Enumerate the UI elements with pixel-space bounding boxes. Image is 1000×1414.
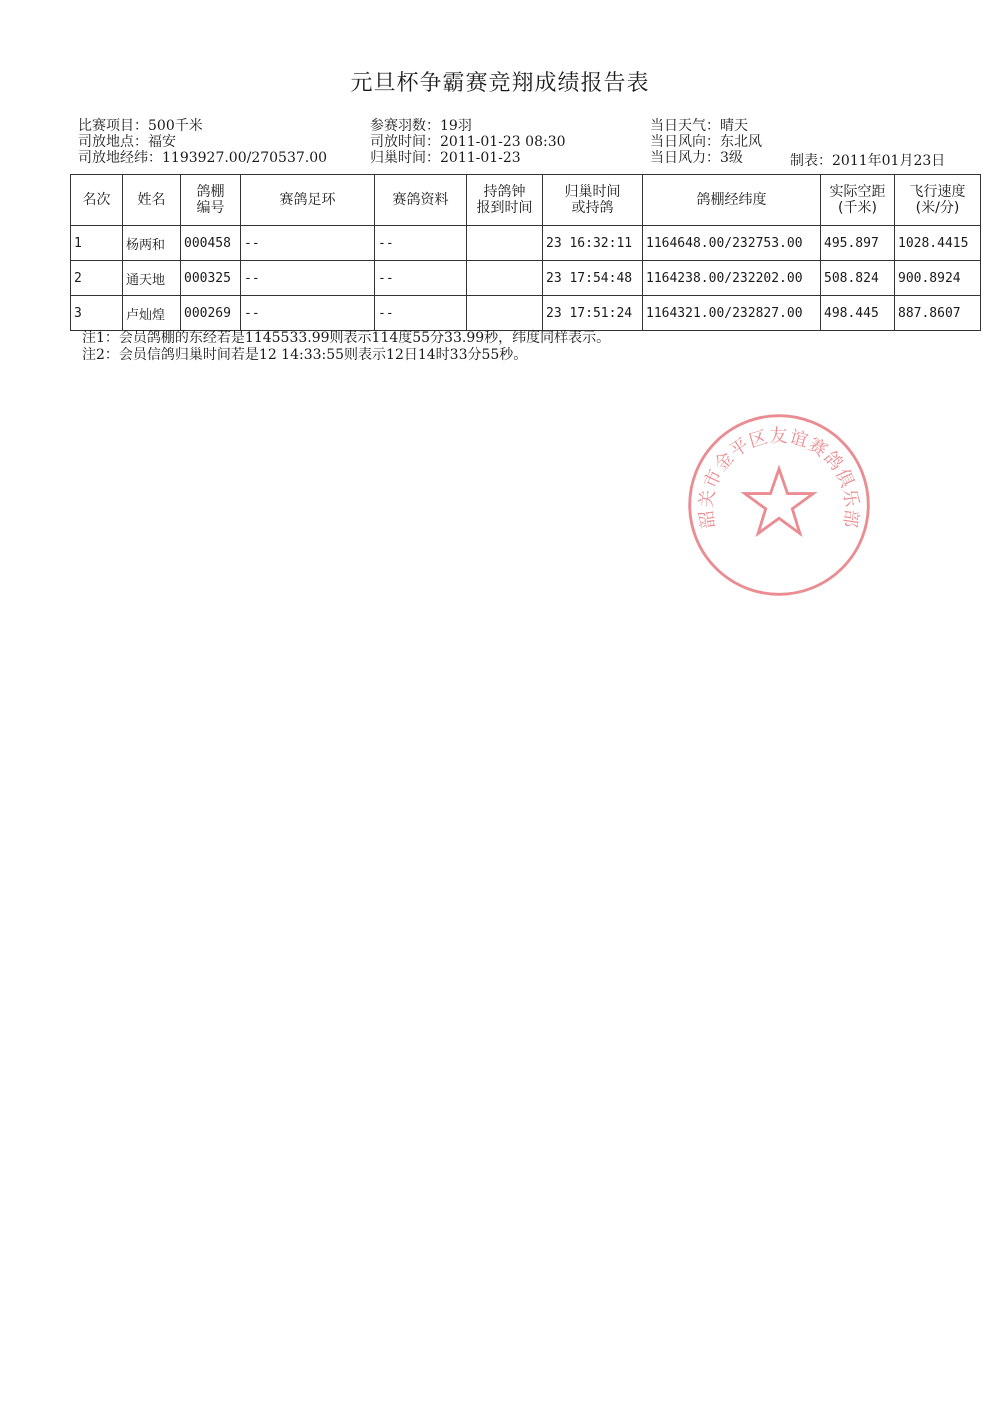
cell-loft-no: 000325 [181, 261, 241, 296]
header-arrival: 归巢时间 或持鸽 [543, 175, 643, 226]
meta-item: 司放地点：福安 [78, 134, 176, 150]
cell-speed: 900.8924 [895, 261, 981, 296]
meta-item: 当日风力：3级 [650, 150, 743, 166]
table-row [71, 261, 981, 296]
made-by-date: 制表：2011年01月23日 [790, 153, 946, 169]
cell-arrival: 23 16:32:11 [543, 226, 643, 261]
cell-info: -- [375, 296, 467, 331]
cell-clock-time [467, 296, 543, 331]
table-row [71, 226, 981, 261]
cell-rank: 2 [71, 261, 123, 296]
meta-item: 比赛项目：500千米 [78, 118, 203, 134]
header-speed: 飞行速度 (米/分) [895, 175, 981, 226]
cell-speed: 1028.4415 [895, 226, 981, 261]
cell-ring: -- [241, 226, 375, 261]
cell-clock-time [467, 261, 543, 296]
cell-arrival: 23 17:54:48 [543, 261, 643, 296]
header-clock-time: 持鸽钟 报到时间 [467, 175, 543, 226]
cell-name: 杨两和 [123, 226, 181, 261]
cell-distance: 508.824 [821, 261, 895, 296]
meta-item: 归巢时间：2011-01-23 [370, 150, 521, 166]
meta-item: 司放时间：2011-01-23 08:30 [370, 134, 566, 150]
cell-name: 通天地 [123, 261, 181, 296]
cell-name: 卢灿煌 [123, 296, 181, 331]
cell-info: -- [375, 226, 467, 261]
table-row [71, 296, 981, 331]
cell-rank: 3 [71, 296, 123, 331]
cell-loft-no: 000458 [181, 226, 241, 261]
cell-clock-time [467, 226, 543, 261]
cell-distance: 498.445 [821, 296, 895, 331]
header-rank: 名次 [71, 175, 123, 226]
footnote-2: 注2：会员信鸽归巢时间若是12 14:33:55则表示12日14时33分55秒。 [82, 347, 528, 363]
header-coords: 鸽棚经纬度 [643, 175, 821, 226]
seal-star-icon [745, 469, 813, 534]
footnote-1: 注1：会员鸽棚的东经若是1145533.99则表示114度55分33.99秒，纬度同样表示。 [82, 330, 611, 346]
cell-rank: 1 [71, 226, 123, 261]
meta-item: 参赛羽数：19羽 [370, 118, 472, 134]
seal-text: 韶关市金平区友谊赛鸽俱乐部 [695, 425, 863, 530]
cell-ring: -- [241, 261, 375, 296]
club-seal-stamp [684, 410, 874, 600]
cell-distance: 495.897 [821, 226, 895, 261]
meta-column-1 [78, 118, 327, 166]
cell-ring: -- [241, 296, 375, 331]
meta-column-2 [370, 118, 566, 166]
table-header-row [71, 175, 981, 226]
cell-loft-no: 000269 [181, 296, 241, 331]
cell-info: -- [375, 261, 467, 296]
page-title: 元旦杯争霸赛竞翔成绩报告表 [350, 71, 650, 96]
results-table [70, 174, 981, 331]
footnotes [82, 330, 610, 364]
cell-coords: 1164321.00/232827.00 [643, 296, 821, 331]
header-distance: 实际空距 (千米) [821, 175, 895, 226]
cell-coords: 1164238.00/232202.00 [643, 261, 821, 296]
cell-arrival: 23 17:51:24 [543, 296, 643, 331]
header-info: 赛鸽资料 [375, 175, 467, 226]
header-loft-no: 鸽棚 编号 [181, 175, 241, 226]
meta-item: 当日风向：东北风 [650, 134, 762, 150]
meta-column-3 [650, 118, 762, 166]
header-name: 姓名 [123, 175, 181, 226]
meta-item: 当日天气：晴天 [650, 118, 748, 134]
meta-item: 司放地经纬：1193927.00/270537.00 [78, 150, 328, 166]
cell-speed: 887.8607 [895, 296, 981, 331]
cell-coords: 1164648.00/232753.00 [643, 226, 821, 261]
header-ring: 赛鸽足环 [241, 175, 375, 226]
